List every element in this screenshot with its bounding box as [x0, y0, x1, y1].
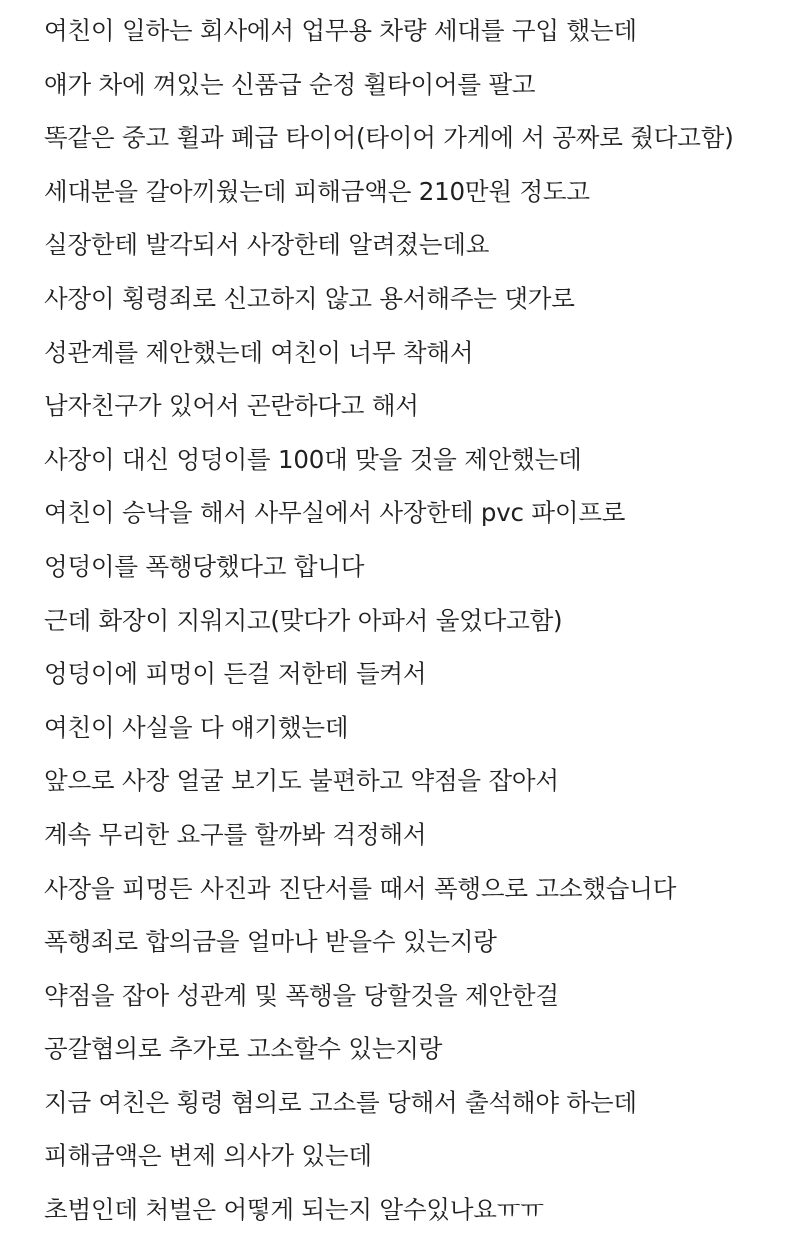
text-line: 여친이 일하는 회사에서 업무용 차량 세대를 구입 했는데 [44, 16, 637, 45]
text-line: 엉덩이에 피멍이 든걸 저한테 들켜서 [44, 659, 427, 689]
text-line: 폭행죄로 합의금을 얼마나 받을수 있는지랑 [44, 927, 497, 957]
text-line: 계속 무리한 요구를 할까봐 걱정해서 [44, 819, 427, 849]
text-line: 여친이 승낙을 해서 사무실에서 사장한테 pvc 파이프로 [44, 498, 626, 528]
text-line: 성관계를 제안했는데 여친이 너무 착해서 [44, 337, 474, 367]
text-line: 초범인데 처벌은 어떻게 되는지 알수있나요ㅠㅠ [44, 1195, 544, 1225]
text-line: 얘가 차에 껴있는 신품급 순정 휠타이어를 팔고 [44, 69, 536, 99]
text-line: 세대분을 갈아끼웠는데 피해금액은 210만원 정도고 [44, 176, 590, 206]
text-line: 피해금액은 변제 의사가 있는데 [44, 1141, 372, 1171]
text-line: 사장이 횡령죄로 신고하지 않고 용서해주는 댓가로 [44, 283, 575, 313]
text-line: 공갈협의로 추가로 고소할수 있는지랑 [44, 1034, 443, 1064]
text-line: 남자친구가 있어서 곤란하다고 해서 [44, 391, 419, 421]
text-line: 근데 화장이 지워지고(맞다가 아파서 울었다고함) [44, 605, 563, 635]
text-line: 사장이 대신 엉덩이를 100대 맞을 것을 제안했는데 [44, 444, 582, 474]
text-line: 엉덩이를 폭행당했다고 합니다 [44, 551, 365, 581]
text-line: 앞으로 사장 얼굴 보기도 불편하고 약점을 잡아서 [44, 766, 559, 796]
text-line: 약점을 잡아 성관계 및 폭행을 당할것을 제안한걸 [44, 980, 559, 1010]
text-line: 지금 여친은 횡령 혐의로 고소를 당해서 출석해야 하는데 [44, 1087, 637, 1117]
text-line: 여친이 사실을 다 얘기했는데 [44, 712, 349, 742]
text-line: 실장한테 발각되서 사장한테 알려졌는데요 [44, 230, 490, 260]
text-line: 똑같은 중고 휠과 폐급 타이어(타이어 가게에 서 공짜로 줬다고함) [44, 123, 734, 153]
text-line: 사장을 피멍든 사진과 진단서를 때서 폭행으로 고소했습니다 [44, 873, 677, 903]
